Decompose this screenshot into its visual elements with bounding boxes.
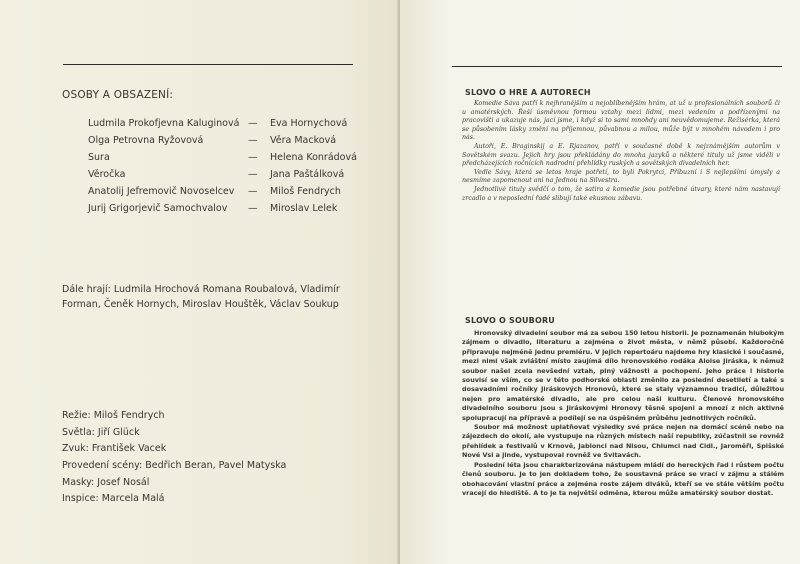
- crew-lights: Světla: Jiří Glück: [62, 426, 140, 438]
- section-title-play: SLOVO O HRE A AUTORECH: [465, 88, 591, 97]
- crew-list: [62, 410, 286, 510]
- cast-role: Ludmila Prokofjevna Kaluginová: [88, 118, 240, 129]
- ensemble-paragraph: Hronovský divadelní soubor má za sebou 150 letou historii. Je poznamenán hlubokým zájmem o divadlo, literaturu a zejména o život města, v němž působí. Každoročně připravuje nejméně jednu premiéru. V jejich repertoáru najdeme hry klasické i současné, mezi nimi však zvláštní místo zaujímá dílo hronovského rodáka Aloise Jiráska, k němuž soubor našel zcela nevšední vztah, plný vážnosti a pochopení. Jeho práce i historie souvisí se vším, co se v této podhorské oblasti změnilo za poslední desetiletí a také s dosavadními ročníky Jiráskových Hronovů, které se staly významnou tradicí, důležitou nejen pro amatérské divadlo, ale pro celou naši kulturu. Členové hronovského divadelního souboru jsou s Jiráskovými Hronovy těsně spojeni a mnozí z nich aktivně spolupracují na přípravě a podílejí se na úspěšném průběhu jednotlivých ročníků.: [462, 329, 784, 422]
- play-paragraph: Autoři, E. Braginskij a E. Rjazanov, patří v současné době k nejznámějším autorům v Sovětském svazu. Jejich hry jsou překládány do mnoha jazyků a některé tituly už jsme viděli v předcházejících ročnících nadrodní přehlídky ruských a sovětských divadelních her.: [462, 142, 780, 168]
- section-title-ensemble: SLOVO O SOUBORU: [465, 316, 555, 325]
- top-rule-left: [63, 64, 353, 65]
- cast-row: [88, 152, 388, 166]
- ensemble-article: [462, 329, 784, 498]
- crew-stage-manager: Inspice: Marcela Malá: [62, 493, 165, 505]
- crew-stage: Provedení scény: Bedřich Beran, Pavel Matyska: [62, 460, 287, 472]
- cast-role: Anatolij Jefremovič Novoselcev: [88, 186, 235, 197]
- cast-row: [88, 203, 388, 217]
- cast-role: Jurij Grigorjevič Samochvalov: [88, 203, 228, 214]
- play-paragraph: Jednotlivé tituly svědčí o tom, že satira a komedie jsou potřebné útvary, které nám nastavují zrcadlo a v neposlední řadě slibují také ekusnou zábavu.: [462, 185, 780, 202]
- cast-role: Sura: [88, 152, 110, 163]
- cast-actor: Miroslav Lelek: [270, 203, 338, 214]
- play-article: [462, 100, 780, 203]
- top-rule-right: [452, 66, 782, 67]
- cast-row: [88, 186, 388, 200]
- ensemble-paragraph: Poslední léta jsou charakterizována nástupem mládí do hereckých řad i růstem počtu členů souboru. Je to jen dokladem toho, že soustavná práce se vrací v zájmu a stálém obohacování vlastní práce a zejména roste zájem diváků, kteří se ve stále větším počtu vracejí do hlediště. A to je ta největší odměna, kterou může amatérský soubor dostat.: [462, 460, 784, 497]
- cast-dash: —: [248, 118, 258, 129]
- ensemble-paragraph: Soubor má možnost uplatňovat výsledky své práce nejen na domácí scéně nebo na zájezdech do okolí, ale vystupuje na různých místech naší republiky, zúčastnil se rovněž přehlídek a festivalů v Krnově, Jablonci nad Nisou, Chlumci nad Cidl., Jaroměři, Spišské Nové Vsi a jinde, vystupoval rovněž ve Svitavách.: [462, 423, 784, 460]
- cast-row: [88, 169, 388, 183]
- also-playing: Dále hrají: Ludmila Hrochová Romana Roubalová, Vladimír Forman, Čeněk Hornych, Miroslav Houštěk, Václav Soukup: [62, 284, 340, 310]
- cast-role: Olga Petrovna Ryžovová: [88, 135, 204, 146]
- crew-makeup: Masky: Josef Nosál: [62, 476, 150, 488]
- cast-dash: —: [248, 152, 258, 163]
- cast-row: [88, 118, 388, 132]
- cast-actor: Miloš Fendrych: [270, 186, 341, 197]
- crew-sound: Zvuk: František Vacek: [62, 443, 167, 455]
- cast-dash: —: [248, 203, 258, 214]
- play-paragraph: Komedie Sáva patří k nejhranějším a nejoblíbenějším hrám, at už u profesionálních souborů či u amatérských. Řeší úsměvnou formou vztahy mezi lidmi, mezi vedením a podřízenými na pracovišti a ukazuje nás, jací jsme, i když si to sami mnohdy ani neuvědomujeme. Režisérka, která se působením lásky změní na příjemnou, půvabnou a milou, může být v mnohém návodem i pro nás.: [462, 100, 780, 142]
- cast-actor: Eva Hornychová: [270, 118, 348, 129]
- cast-actor: Věra Macková: [270, 135, 337, 146]
- cast-actor: Helena Konrádová: [270, 152, 357, 163]
- play-paragraph: Vedle Sávy, která se letos hraje potřetí, to byli Pokrytci, Příbuzní i S nejlepšími úmysly a nesmíme zapomenout ani na Jednou na Silvestra.: [462, 168, 780, 185]
- cast-dash: —: [248, 169, 258, 180]
- crew-director: Režie: Miloš Fendrych: [62, 410, 165, 421]
- cast-role: Věročka: [88, 169, 126, 180]
- cast-row: [88, 135, 388, 149]
- cast-dash: —: [248, 186, 258, 197]
- cast-heading: OSOBY A OBSAZENÍ:: [62, 89, 174, 101]
- cast-dash: —: [248, 135, 258, 146]
- cast-actor: Jana Paštálková: [270, 169, 345, 180]
